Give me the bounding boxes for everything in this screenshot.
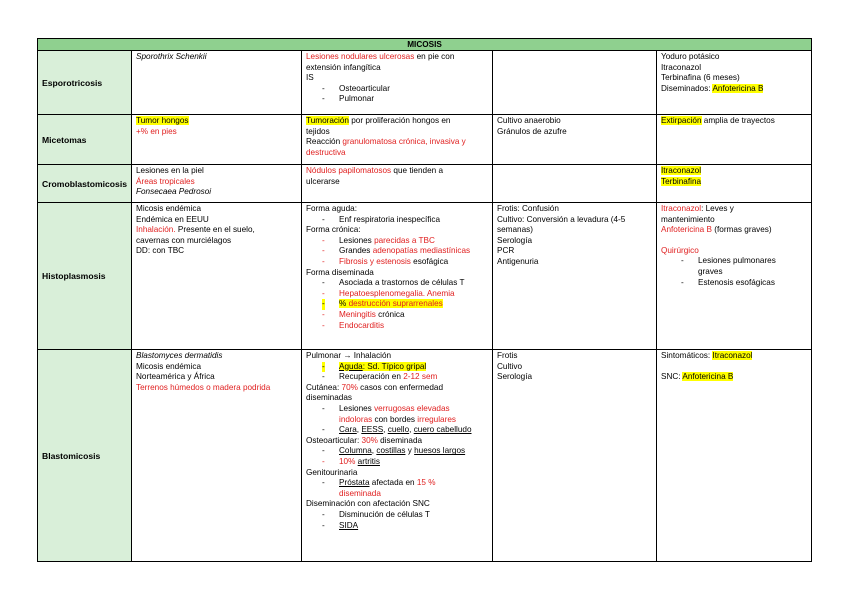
row-blastomicosis xyxy=(38,350,812,562)
cell-diagnosis: Frotis: Confusión Cultivo: Conversión a levadura (4-5 semanas) Serología PCR Antigenuria xyxy=(493,203,657,350)
cell-treatment: Sintomáticos: Itraconazol SNC: Anfotericina B xyxy=(657,350,812,562)
cell-clinic: Forma aguda: - Enf respiratoria inespecífica Forma crónica: - Lesiones parecidas a TBC - Grandes adenopatías mediastínicas - Fibrosis y estenosis esofágica Forma diseminada - Asociada a trastornos de células T - Hepatoesplenomegalia. Anemia - % destrucción suprarrenales - Meningitis crónica - Endocarditis xyxy=(302,203,493,350)
disease-name: Histoplasmosis xyxy=(38,203,132,350)
cell-diagnosis xyxy=(493,51,657,115)
cell-etiology: Tumor hongos +% en pies xyxy=(132,115,302,165)
cell-clinic: Nódulos papilomatosos que tienden a ulcerarse xyxy=(302,165,493,203)
table-title: MICOSIS xyxy=(38,39,812,51)
cell-clinic: Pulmonar → Inhalación - Aguda: Sd. Típico gripal - Recuperación en 2-12 sem Cutánea: 70% casos con enfermedad diseminadas - Lesiones verrugosas elevadas indoloras con bordes irregulares - Cara, EESS, cuello, cuero cabelludo Osteoarticular: 30% diseminada - Columna, costillas y huesos largos - 10% artritis Genitourinaria - Próstata afectada en 15 % diseminada Diseminación con afectación SNC - Disminución de células T - SIDA xyxy=(302,350,493,562)
micosis-table xyxy=(37,38,812,562)
cell-treatment: Yoduro potásico Itraconazol Terbinafina (6 meses) Diseminados: Anfotericina B xyxy=(657,51,812,115)
disease-name: Cromoblastomicosis xyxy=(38,165,132,203)
row-esporotricosis xyxy=(38,51,812,115)
cell-etiology: Blastomyces dermatidis Micosis endémica Norteamérica y África Terrenos húmedos o madera podrida xyxy=(132,350,302,562)
cell-clinic: Lesiones nodulares ulcerosas en pie con extensión infangítica IS - Osteoarticular - Pulmonar xyxy=(302,51,493,115)
disease-name: Esporotricosis xyxy=(38,51,132,115)
cell-etiology: Micosis endémica Endémica en EEUU Inhalación. Presente en el suelo, cavernas con murciélagos DD: con TBC xyxy=(132,203,302,350)
cell-etiology: Sporothrix Schenkii xyxy=(132,51,302,115)
header-row xyxy=(38,39,812,51)
disease-name: Blastomicosis xyxy=(38,350,132,562)
cell-diagnosis xyxy=(493,165,657,203)
cell-etiology: Lesiones en la piel Áreas tropicales Fonsecaea Pedrosoi xyxy=(132,165,302,203)
cell-treatment: Itraconazol Terbinafina xyxy=(657,165,812,203)
row-cromoblastomicosis xyxy=(38,165,812,203)
cell-clinic: Tumoración por proliferación hongos en tejidos Reacción granulomatosa crónica, invasiva y destructiva xyxy=(302,115,493,165)
cell-treatment: Extirpación amplia de trayectos xyxy=(657,115,812,165)
disease-name: Micetomas xyxy=(38,115,132,165)
cell-treatment: Itraconazol: Leves y mantenimiento Anfotericina B (formas graves) Quirúrgico - Lesiones pulmonares graves - Estenosis esofágicas xyxy=(657,203,812,350)
row-micetomas xyxy=(38,115,812,165)
row-histoplasmosis xyxy=(38,203,812,350)
cell-diagnosis: Frotis Cultivo Serología xyxy=(493,350,657,562)
cell-diagnosis: Cultivo anaerobio Gránulos de azufre xyxy=(493,115,657,165)
